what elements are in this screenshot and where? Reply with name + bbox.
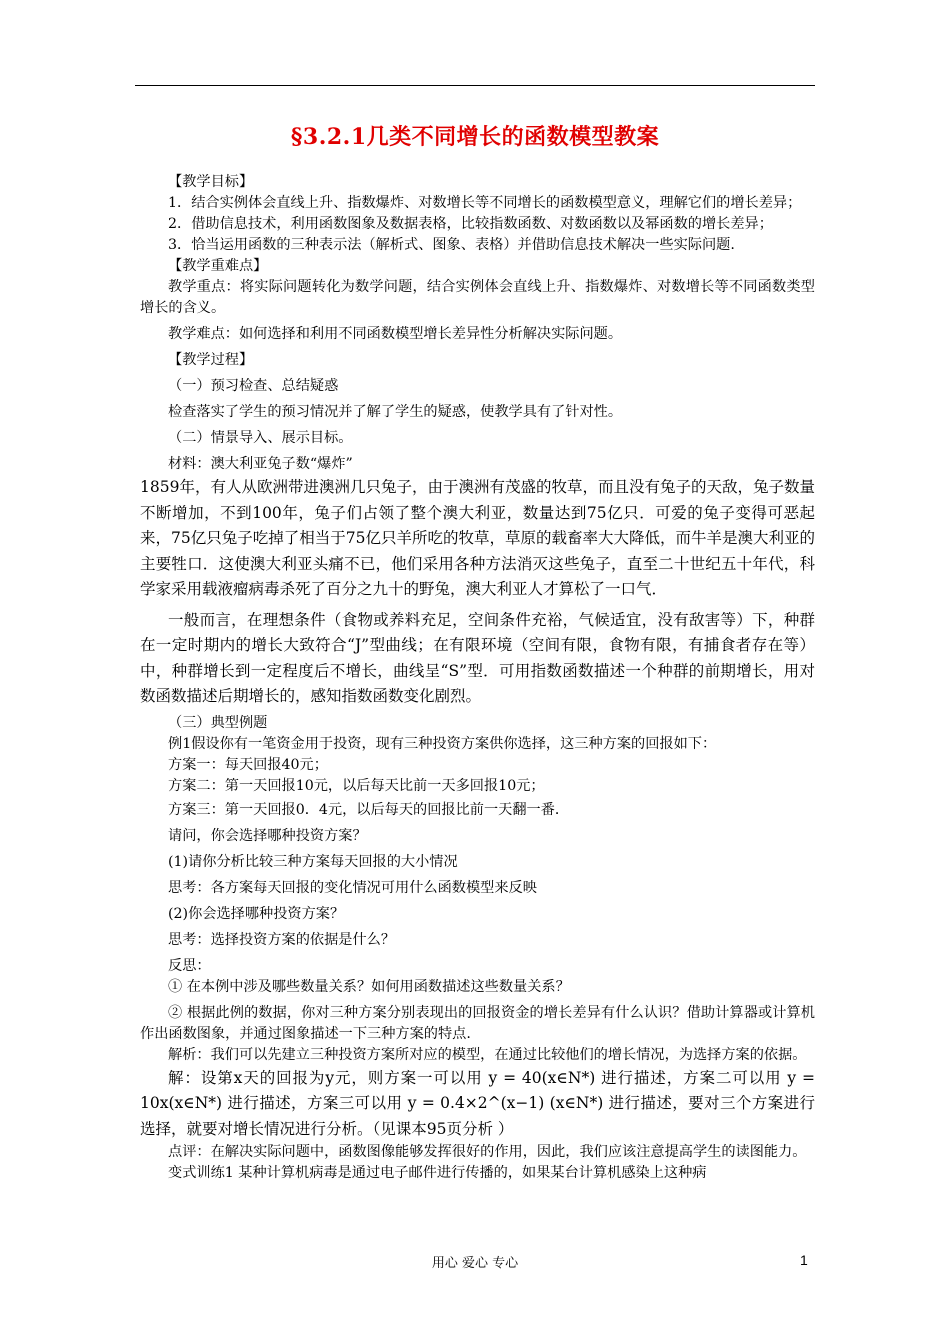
paragraph: 方案二：第一天回报10元，以后每天比前一天多回报10元； — [168, 777, 545, 794]
paragraph: (2)你会选择哪种投资方案？ — [168, 905, 345, 922]
paragraph: 1859年，有人从欧洲带进澳洲几只兔子，由于澳洲有茂盛的牧草，而且没有兔子的天敌，兔子数量不断增加，不到100年，兔子们占领了整个澳大利亚，数量达到75亿只．可爱的兔子变得可恶起来，75亿只兔子吃掉了相当于75亿只羊所吃的牧草，草原的载畜率大大降低，而牛羊是澳大利亚的主要牲口．这使澳大利亚头痛不已，他们采用各种方法消灭这些兔子，直至二十世纪五十年代，科学家采用载液瘤病毒杀死了百分之九十的野兔，澳大利亚人才算松了一口气． — [140, 478, 815, 598]
paragraph: 解：设第x天的回报为y元，则方案一可以用 y = 40(x∈N*) 进行描述，方案二可以用 y = 10x(x∈N*) 进行描述，方案三可以用 y = 0.4×2^(x−1) (x∈N*) 进行描述，要对三个方案进行选择，就要对增长情况进行分析。（见课本95页分析 ） — [140, 1068, 815, 1138]
paragraph: 材料：澳大利亚兔子数“爆炸” — [168, 456, 353, 472]
document-body — [140, 172, 815, 1184]
page-number: 1 — [800, 1252, 808, 1268]
paragraph: 教学难点：如何选择和利用不同函数模型增长差异性分析解决实际问题。 — [168, 326, 623, 342]
paragraph: 【教学目标】 — [168, 174, 254, 190]
paragraph: 【教学重难点】 — [168, 258, 268, 274]
paragraph: ① 在本例中涉及哪些数量关系？如何用函数描述这些数量关系？ — [168, 978, 570, 995]
page-footer: 用心 爱心 专心 — [431, 1256, 519, 1271]
paragraph: （一）预习检查、总结疑惑 — [168, 378, 339, 394]
paragraph: 例1假设你有一笔资金用于投资，现有三种投资方案供你选择，这三种方案的回报如下： — [168, 735, 717, 752]
paragraph: (1)请你分析比较三种方案每天回报的大小情况 — [168, 853, 458, 870]
paragraph: 方案三：第一天回报0．4元，以后每天的回报比前一天翻一番． — [168, 801, 570, 818]
paragraph: 思考：选择投资方案的依据是什么？ — [168, 931, 396, 948]
paragraph: 检查落实了学生的预习情况并了解了学生的疑惑，使教学具有了针对性。 — [168, 404, 623, 420]
paragraph: 反思： — [168, 957, 211, 974]
paragraph: 教学重点：将实际问题转化为数学问题，结合实例体会直线上升、指数爆炸、对数增长等不同函数类型增长的含义。 — [140, 279, 815, 316]
paragraph: 点评：在解决实际问题中，函数图像能够发挥很好的作用，因此，我们应该注意提高学生的读图能力。 — [168, 1144, 807, 1160]
page-title: §3.2.1几类不同增长的函数模型教案 — [290, 124, 660, 150]
paragraph: 方案一：每天回报40元； — [168, 756, 328, 773]
paragraph: 解析：我们可以先建立三种投资方案所对应的模型，在通过比较他们的增长情况，为选择方案的依据。 — [168, 1046, 807, 1063]
paragraph: 一般而言，在理想条件（食物或养料充足，空间条件充裕，气候适宜，没有敌害等）下，种群在一定时期内的增长大致符合“J”型曲线；在有限环境（空间有限，食物有限，有捕食者存在等）中，种群增长到一定程度后不增长，曲线呈“S”型．可用指数函数描述一个种群的前期增长，用对数函数描述后期增长的，感知指数函数变化剧烈。 — [140, 610, 815, 705]
paragraph: 3．恰当运用函数的三种表示法（解析式、图象、表格）并借助信息技术解决一些实际问题. — [168, 237, 735, 253]
paragraph: （二）情景导入、展示目标。 — [168, 430, 353, 446]
paragraph: 请问，你会选择哪种投资方案？ — [168, 827, 367, 844]
paragraph: （三）典型例题 — [168, 714, 268, 731]
paragraph: 2．借助信息技术，利用函数图象及数据表格，比较指数函数、对数函数以及幂函数的增长差异； — [168, 216, 773, 232]
paragraph: 【教学过程】 — [168, 352, 254, 368]
header-rule — [135, 85, 815, 86]
paragraph: 思考：各方案每天回报的变化情况可用什么函数模型来反映 — [168, 879, 537, 896]
paragraph: ② 根据此例的数据，你对三种方案分别表现出的回报资金的增长差异有什么认识？借助计算器或计算机作出函数图象，并通过图象描述一下三种方案的特点. — [140, 1004, 815, 1042]
paragraph: 变式训练1 某种计算机病毒是通过电子邮件进行传播的，如果某台计算机感染上这种病 — [168, 1165, 707, 1181]
paragraph: 1．结合实例体会直线上升、指数爆炸、对数增长等不同增长的函数模型意义，理解它们的增长差异； — [168, 195, 802, 211]
